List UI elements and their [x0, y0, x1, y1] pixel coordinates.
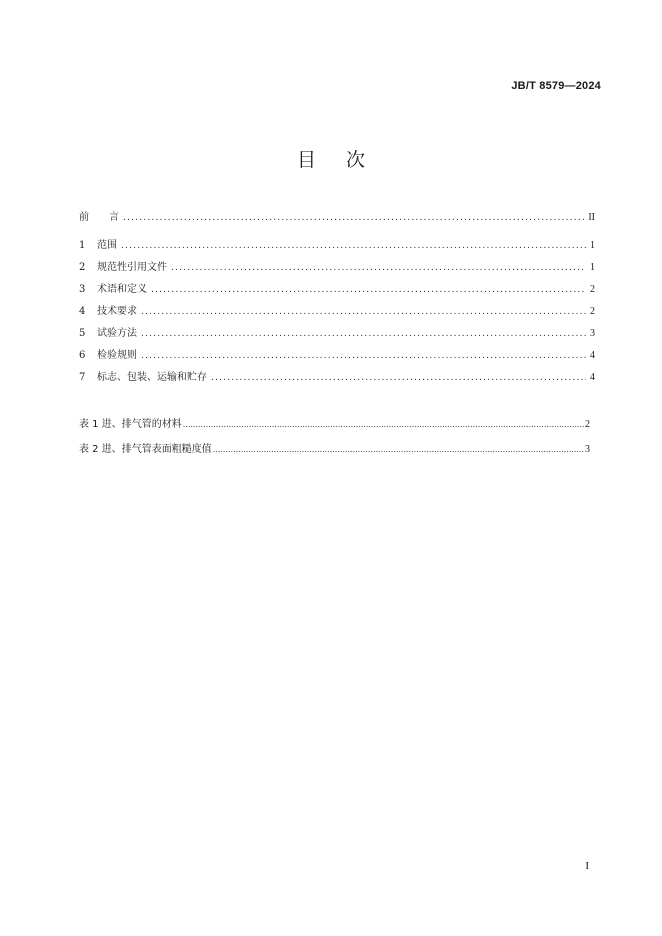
toc-entry-label: 标志、包装、运输和贮存 [97, 372, 207, 383]
title-part-2: 次 [346, 149, 366, 171]
dot-leader [121, 241, 586, 251]
toc-entry[interactable] [79, 324, 595, 346]
dot-leader [213, 445, 584, 454]
toc-entry-page: 1 [590, 240, 595, 251]
toc-entry-page: 2 [590, 306, 595, 317]
toc-entry[interactable] [79, 258, 595, 280]
toc-entry-number: 7 [79, 372, 86, 383]
toc-entry-label: 检验规则 [97, 350, 137, 361]
toc-entry-label: 前 言 [79, 212, 119, 223]
toc-entry-number: 6 [79, 350, 86, 361]
toc-entry-page: 2 [590, 284, 595, 295]
toc-entry-label: 试验方法 [97, 328, 137, 339]
toc-entry-number: 1 [79, 240, 86, 251]
dot-leader [141, 329, 586, 339]
toc-entry-page: II [588, 212, 595, 223]
table-entry-label: 表 2 进、排气管表面粗糙度值 [79, 444, 212, 455]
table-entry-page: 2 [585, 419, 590, 430]
toc-entry-number: 4 [79, 306, 86, 317]
dot-leader [141, 307, 586, 317]
toc-entry-number: 3 [79, 284, 86, 295]
dot-leader [123, 213, 584, 223]
toc-entry-page: 1 [590, 262, 595, 273]
table-entry-label: 表 1 进、排气管的材料 [79, 419, 182, 430]
table-list-entry[interactable] [79, 415, 590, 440]
toc-entry[interactable] [79, 280, 595, 302]
toc-entry-page: 4 [590, 350, 595, 361]
page-number: I [585, 860, 589, 872]
toc-entry-number: 2 [79, 262, 86, 273]
dot-leader [151, 285, 586, 295]
toc-entry-label: 术语和定义 [97, 284, 147, 295]
table-list-entry[interactable] [79, 440, 590, 465]
dot-leader [171, 263, 586, 273]
toc-entry-preface[interactable] [79, 208, 595, 230]
title-part-1: 目 [296, 149, 316, 171]
dot-leader [183, 420, 584, 429]
toc-entry[interactable] [79, 368, 595, 390]
toc-entry[interactable] [79, 236, 595, 258]
table-of-contents [79, 208, 595, 390]
toc-entry-label: 技术要求 [97, 306, 137, 317]
list-of-tables [79, 415, 590, 465]
toc-entry[interactable] [79, 302, 595, 324]
dot-leader [211, 373, 586, 383]
toc-entry-page: 4 [590, 372, 595, 383]
toc-entry-label: 规范性引用文件 [97, 262, 167, 273]
table-entry-page: 3 [585, 444, 590, 455]
toc-entry-number: 5 [79, 328, 86, 339]
standard-number: JB/T 8579—2024 [511, 80, 601, 92]
toc-entry-page: 3 [590, 328, 595, 339]
page-title [0, 145, 662, 172]
toc-entry-label: 范围 [97, 240, 117, 251]
dot-leader [141, 351, 586, 361]
toc-entry[interactable] [79, 346, 595, 368]
